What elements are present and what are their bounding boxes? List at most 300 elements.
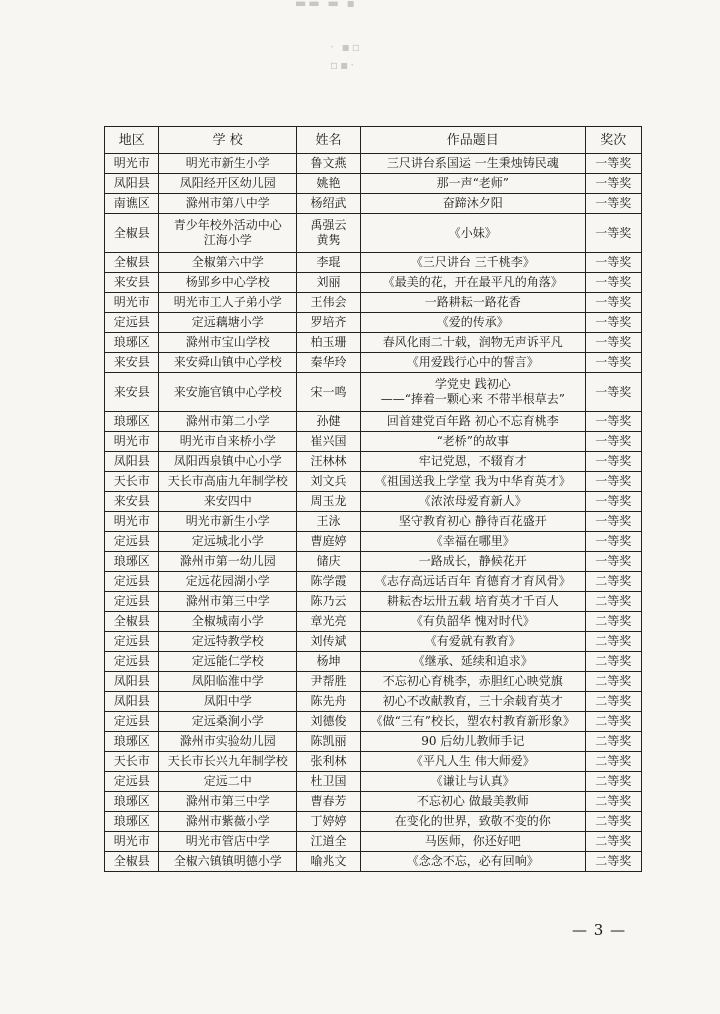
cell-school <box>159 552 297 572</box>
cell-region: 天长市 <box>105 752 159 772</box>
cell-region: 明光市 <box>105 293 159 313</box>
cell-school-line: 滁州市第一幼儿园 <box>179 554 276 568</box>
cell-region: 定远县 <box>105 652 159 672</box>
cell-name-line: 王泳 <box>316 514 341 528</box>
cell-award: 一等奖 <box>585 373 641 412</box>
cell-school <box>159 752 297 772</box>
cell-title <box>361 692 586 712</box>
cell-region: 定远县 <box>105 592 159 612</box>
cell-award: 一等奖 <box>585 214 641 253</box>
cell-award: 二等奖 <box>585 712 641 732</box>
cell-school-line: 定远藕塘小学 <box>191 315 264 329</box>
cell-school-line: 定远特教学校 <box>191 634 264 648</box>
cell-school-line: 全椒六镇镇明德小学 <box>173 854 282 868</box>
cell-name-line: 尹帮胜 <box>310 674 347 688</box>
cell-school <box>159 732 297 752</box>
cell-school <box>159 772 297 792</box>
faint-bleed-mark: · ▪▫ <box>330 40 362 54</box>
cell-region: 南谯区 <box>105 194 159 214</box>
cell-name <box>296 432 360 452</box>
table-row <box>105 812 642 832</box>
cell-title <box>361 293 586 313</box>
cell-school-line: 滁州市第二小学 <box>185 414 270 428</box>
cell-title-line: 回首建党百年路 初心不忘育桃李 <box>386 414 559 428</box>
cell-title-line: 《小妹》 <box>448 225 497 240</box>
cell-title-line: 《做“三有”校长，塑农村教育新形象》 <box>370 714 575 728</box>
cell-name-line: 陈先舟 <box>310 694 347 708</box>
cell-region: 来安县 <box>105 353 159 373</box>
cell-award: 一等奖 <box>585 293 641 313</box>
table-row <box>105 612 642 632</box>
cell-name-line: 王伟会 <box>310 295 347 309</box>
cell-school-line: 凤阳经开区幼儿园 <box>179 176 276 190</box>
cell-region: 天长市 <box>105 472 159 492</box>
table-row <box>105 552 642 572</box>
header-title: 作品题目 <box>361 127 586 154</box>
cell-title-line: 三尺讲台系国运 一生秉烛铸民魂 <box>386 156 559 170</box>
cell-name-line: 刘传斌 <box>310 634 347 648</box>
cell-region: 明光市 <box>105 832 159 852</box>
cell-title-line: 《祖国送我上学堂 我为中华育英才》 <box>374 474 571 488</box>
table-row <box>105 672 642 692</box>
cell-award: 一等奖 <box>585 512 641 532</box>
table-row <box>105 412 642 432</box>
cell-title-line: 《爱的传承》 <box>436 315 509 329</box>
cell-name <box>296 253 360 273</box>
cell-school <box>159 592 297 612</box>
table-row <box>105 592 642 612</box>
table-row <box>105 472 642 492</box>
cell-title <box>361 452 586 472</box>
cell-school-line: 全椒城南小学 <box>191 614 264 628</box>
cell-name <box>296 712 360 732</box>
cell-school-line: 滁州市紫薇小学 <box>185 814 270 828</box>
cell-award: 二等奖 <box>585 692 641 712</box>
cell-name-line: 刘文兵 <box>310 474 347 488</box>
cell-name-line: 江道全 <box>310 834 347 848</box>
cell-award: 二等奖 <box>585 772 641 792</box>
cell-name <box>296 313 360 333</box>
cell-title-line: 坚守教育初心 静待百花盛开 <box>398 514 547 528</box>
cell-school <box>159 572 297 592</box>
cell-school-line: 来安施官镇中心学校 <box>173 384 282 399</box>
cell-title-line: 一路成长，静候花开 <box>418 554 527 568</box>
cell-name <box>296 214 360 253</box>
cell-title <box>361 472 586 492</box>
cell-name <box>296 333 360 353</box>
cell-region: 定远县 <box>105 772 159 792</box>
cell-region: 定远县 <box>105 712 159 732</box>
cell-title <box>361 852 586 872</box>
cell-award: 一等奖 <box>585 273 641 293</box>
cell-name <box>296 412 360 432</box>
cell-region: 明光市 <box>105 432 159 452</box>
cell-title <box>361 672 586 692</box>
cell-title <box>361 214 586 253</box>
table-row <box>105 572 642 592</box>
header-name: 姓名 <box>296 127 360 154</box>
cell-title-line: 《继承、延续和追求》 <box>412 654 533 668</box>
cell-region: 全椒县 <box>105 253 159 273</box>
cell-school-line: 江海小学 <box>203 233 252 247</box>
cell-name <box>296 452 360 472</box>
cell-title-line: 《最美的花，开在最平凡的角落》 <box>382 275 563 289</box>
cell-name <box>296 732 360 752</box>
cell-award: 一等奖 <box>585 194 641 214</box>
cell-award: 二等奖 <box>585 732 641 752</box>
cell-region: 明光市 <box>105 512 159 532</box>
cell-title-line: 学党史 践初心 <box>434 377 511 391</box>
cell-award: 一等奖 <box>585 412 641 432</box>
cell-school-line: 滁州市第三中学 <box>185 794 270 808</box>
cell-region: 琅琊区 <box>105 412 159 432</box>
cell-school <box>159 792 297 812</box>
cell-name-line: 汪林林 <box>310 454 347 468</box>
cell-school-line: 滁州市第三中学 <box>185 594 270 608</box>
cell-title <box>361 812 586 832</box>
cell-title-line: 初心不改献教育，三十余载育英才 <box>382 694 563 708</box>
table-row <box>105 194 642 214</box>
cell-region: 定远县 <box>105 532 159 552</box>
table-row <box>105 652 642 672</box>
header-award: 奖次 <box>585 127 641 154</box>
cell-school-line: 明光市新生小学 <box>185 156 270 170</box>
table-row <box>105 313 642 333</box>
cell-title <box>361 772 586 792</box>
cell-name <box>296 293 360 313</box>
cell-award: 一等奖 <box>585 532 641 552</box>
cell-award: 一等奖 <box>585 253 641 273</box>
cell-name <box>296 752 360 772</box>
cell-title-line: 《志存高远话百年 育德育才育风骨》 <box>374 574 571 588</box>
table-row <box>105 253 642 273</box>
cell-region: 来安县 <box>105 273 159 293</box>
cell-award: 二等奖 <box>585 812 641 832</box>
cell-title-line: 马医师，你还好吧 <box>424 834 521 848</box>
table-row <box>105 752 642 772</box>
table-row <box>105 712 642 732</box>
cell-title <box>361 732 586 752</box>
cell-name-line: 禹强云 <box>310 218 347 232</box>
table-row <box>105 692 642 712</box>
cell-title-line: 奋蹄沐夕阳 <box>442 196 503 210</box>
cell-award: 一等奖 <box>585 313 641 333</box>
cell-title <box>361 792 586 812</box>
table-header-row <box>105 127 642 154</box>
faint-bleed-mark: ▫▪· <box>330 58 357 72</box>
cell-name-line: 孙健 <box>316 414 341 428</box>
cell-title <box>361 572 586 592</box>
cell-name-line: 刘丽 <box>316 275 341 289</box>
cell-award: 一等奖 <box>585 472 641 492</box>
cell-title <box>361 333 586 353</box>
cell-name <box>296 612 360 632</box>
cell-school-line: 凤阳西泉镇中心小学 <box>173 454 282 468</box>
cell-title <box>361 432 586 452</box>
cell-school-line: 定远二中 <box>203 774 252 788</box>
cell-school-line: 全椒第六中学 <box>191 255 264 269</box>
cell-title <box>361 154 586 174</box>
cell-region: 定远县 <box>105 572 159 592</box>
cell-title <box>361 752 586 772</box>
cell-title-line: 牢记党恩，不辍育才 <box>418 454 527 468</box>
cell-school-line: 天长市长兴九年制学校 <box>167 754 288 768</box>
cell-name-line: 张利林 <box>310 754 347 768</box>
cell-school <box>159 712 297 732</box>
cell-school <box>159 432 297 452</box>
table-row <box>105 333 642 353</box>
table-row <box>105 273 642 293</box>
cell-title <box>361 512 586 532</box>
table-row <box>105 832 642 852</box>
cell-award: 二等奖 <box>585 672 641 692</box>
cell-region: 琅琊区 <box>105 812 159 832</box>
cell-school <box>159 492 297 512</box>
cell-title-line: 《浓浓母爱育新人》 <box>418 494 527 508</box>
cell-name <box>296 353 360 373</box>
cell-name <box>296 772 360 792</box>
cell-title-line: 不忘初心育桃李，赤胆红心映党旗 <box>382 674 563 688</box>
cell-title <box>361 592 586 612</box>
table-row <box>105 632 642 652</box>
cell-name-line: 刘德俊 <box>310 714 347 728</box>
cell-award: 一等奖 <box>585 353 641 373</box>
cell-award: 二等奖 <box>585 852 641 872</box>
cell-region: 明光市 <box>105 154 159 174</box>
cell-name <box>296 174 360 194</box>
cell-name <box>296 812 360 832</box>
cell-region: 来安县 <box>105 373 159 412</box>
cell-school-line: 明光市工人子弟小学 <box>173 295 282 309</box>
cell-award: 一等奖 <box>585 552 641 572</box>
cell-name-line: 周玉龙 <box>310 494 347 508</box>
cell-school-line: 滁州市实验幼儿园 <box>179 734 276 748</box>
cell-name <box>296 632 360 652</box>
cell-name-line: 罗培齐 <box>310 315 347 329</box>
cell-region: 凤阳县 <box>105 692 159 712</box>
cell-award: 二等奖 <box>585 572 641 592</box>
cell-school <box>159 632 297 652</box>
cell-award: 二等奖 <box>585 832 641 852</box>
cell-region: 来安县 <box>105 492 159 512</box>
cell-region: 全椒县 <box>105 852 159 872</box>
cell-name <box>296 832 360 852</box>
cell-school <box>159 353 297 373</box>
cell-school <box>159 832 297 852</box>
cell-title <box>361 712 586 732</box>
cell-school <box>159 174 297 194</box>
table-row <box>105 792 642 812</box>
cell-name <box>296 273 360 293</box>
cell-school-line: 来安四中 <box>203 494 252 508</box>
cell-name-line: 姚艳 <box>316 176 341 190</box>
faint-bleed-mark: ▬▬ ▬ ▪ <box>295 0 357 10</box>
cell-school-line: 来安舜山镇中心学校 <box>173 355 282 369</box>
cell-school <box>159 373 297 412</box>
cell-name-line: 曹庭婷 <box>310 534 347 548</box>
cell-name <box>296 652 360 672</box>
cell-name-line: 陈凯丽 <box>310 734 347 748</box>
cell-title <box>361 194 586 214</box>
cell-name-line: 杨坤 <box>316 654 341 668</box>
table-row <box>105 852 642 872</box>
cell-award: 二等奖 <box>585 592 641 612</box>
cell-school <box>159 194 297 214</box>
cell-award: 二等奖 <box>585 612 641 632</box>
cell-name-line: 秦华玲 <box>310 355 347 369</box>
cell-region: 琅琊区 <box>105 732 159 752</box>
cell-award: 一等奖 <box>585 333 641 353</box>
cell-school <box>159 273 297 293</box>
cell-name-line: 宋一鸣 <box>310 384 347 399</box>
cell-school-line: 天长市高庙九年制学校 <box>167 474 288 488</box>
cell-name-line: 崔兴国 <box>310 434 347 448</box>
cell-region: 全椒县 <box>105 214 159 253</box>
cell-title-line: 那一声“老师” <box>436 176 509 190</box>
cell-school-line: 青少年校外活动中心 <box>173 218 282 232</box>
cell-award: 二等奖 <box>585 752 641 772</box>
cell-title-line: 耕耘杏坛卅五载 培育英才千百人 <box>386 594 559 608</box>
cell-school-line: 滁州市宝山学校 <box>185 335 270 349</box>
table-row <box>105 174 642 194</box>
cell-region: 琅琊区 <box>105 792 159 812</box>
cell-name-line: 杨绍武 <box>310 196 347 210</box>
cell-region: 凤阳县 <box>105 672 159 692</box>
cell-title <box>361 652 586 672</box>
cell-award: 二等奖 <box>585 792 641 812</box>
table-row <box>105 293 642 313</box>
cell-school-line: 凤阳临淮中学 <box>191 674 264 688</box>
table-row <box>105 732 642 752</box>
cell-school-line: 明光市自来桥小学 <box>179 434 276 448</box>
cell-school <box>159 812 297 832</box>
cell-title <box>361 273 586 293</box>
cell-title <box>361 532 586 552</box>
cell-name <box>296 492 360 512</box>
cell-name <box>296 552 360 572</box>
cell-title-line: ——“捧着一颗心来 不带半根草去” <box>380 392 565 406</box>
table-row <box>105 373 642 412</box>
cell-school <box>159 412 297 432</box>
cell-title <box>361 253 586 273</box>
cell-school-line: 杨郢乡中心学校 <box>185 275 270 289</box>
cell-name <box>296 672 360 692</box>
table-row <box>105 492 642 512</box>
table-body <box>105 154 642 872</box>
cell-region: 琅琊区 <box>105 552 159 572</box>
cell-name <box>296 512 360 532</box>
cell-school <box>159 612 297 632</box>
cell-title <box>361 353 586 373</box>
cell-award: 一等奖 <box>585 452 641 472</box>
cell-school <box>159 253 297 273</box>
cell-school <box>159 293 297 313</box>
cell-title <box>361 632 586 652</box>
cell-name <box>296 592 360 612</box>
table-row <box>105 214 642 253</box>
header-region: 地区 <box>105 127 159 154</box>
cell-award: 一等奖 <box>585 174 641 194</box>
table-row <box>105 532 642 552</box>
cell-title-line: 春风化雨二十载，润物无声诉平凡 <box>382 335 563 349</box>
awards-table <box>104 126 642 872</box>
cell-school-line: 定远桑涧小学 <box>191 714 264 728</box>
cell-school-line: 明光市新生小学 <box>185 514 270 528</box>
cell-title-line: “老桥”的故事 <box>436 434 509 448</box>
table-row <box>105 353 642 373</box>
cell-name <box>296 692 360 712</box>
cell-award: 一等奖 <box>585 492 641 512</box>
cell-school <box>159 672 297 692</box>
cell-title <box>361 174 586 194</box>
cell-name <box>296 194 360 214</box>
cell-title <box>361 313 586 333</box>
cell-title-line: 《有负韶华 愧对时代》 <box>410 614 535 628</box>
cell-name <box>296 472 360 492</box>
cell-name-line: 曹春芳 <box>310 794 347 808</box>
cell-school <box>159 452 297 472</box>
cell-name-line: 陈学霞 <box>310 574 347 588</box>
cell-title-line: 一路耕耘一路花香 <box>424 295 521 309</box>
table-row <box>105 154 642 174</box>
cell-region: 凤阳县 <box>105 174 159 194</box>
cell-title-line: 《平凡人生 伟大师爱》 <box>410 754 535 768</box>
cell-title <box>361 412 586 432</box>
cell-name-line: 章光亮 <box>310 614 347 628</box>
cell-title <box>361 832 586 852</box>
cell-school <box>159 852 297 872</box>
cell-title <box>361 612 586 632</box>
cell-name-line: 丁婷婷 <box>310 814 347 828</box>
cell-name-line: 储庆 <box>316 554 341 568</box>
cell-name-line: 杜卫国 <box>310 774 347 788</box>
cell-school-line: 凤阳中学 <box>203 694 252 708</box>
cell-award: 二等奖 <box>585 652 641 672</box>
cell-title-line: 90 后幼儿教师手记 <box>421 734 525 748</box>
cell-region: 琅琊区 <box>105 333 159 353</box>
cell-school-line: 定远花园湖小学 <box>185 574 270 588</box>
cell-school <box>159 532 297 552</box>
cell-school-line: 定远能仁学校 <box>191 654 264 668</box>
cell-title-line: 在变化的世界，致敬不变的你 <box>394 814 551 828</box>
cell-school <box>159 472 297 492</box>
cell-name <box>296 373 360 412</box>
cell-name <box>296 532 360 552</box>
cell-title-line: 《谦让与认真》 <box>430 774 515 788</box>
cell-region: 凤阳县 <box>105 452 159 472</box>
cell-school <box>159 692 297 712</box>
cell-title <box>361 492 586 512</box>
cell-title-line: 《念念不忘，必有回响》 <box>406 854 539 868</box>
cell-title-line: 《有爱就有教育》 <box>424 634 521 648</box>
cell-school <box>159 214 297 253</box>
cell-school-line: 明光市管店中学 <box>185 834 270 848</box>
cell-title-line: 不忘初心 做最美教师 <box>416 794 529 808</box>
table-row <box>105 452 642 472</box>
table-row <box>105 772 642 792</box>
cell-award: 一等奖 <box>585 432 641 452</box>
cell-region: 全椒县 <box>105 612 159 632</box>
cell-school <box>159 333 297 353</box>
cell-name <box>296 792 360 812</box>
cell-name-line: 鲁文燕 <box>310 156 347 170</box>
cell-school-line: 滁州市第八中学 <box>185 196 270 210</box>
header-school: 学 校 <box>159 127 297 154</box>
cell-school <box>159 652 297 672</box>
cell-region: 定远县 <box>105 632 159 652</box>
table-row <box>105 512 642 532</box>
cell-award: 一等奖 <box>585 154 641 174</box>
